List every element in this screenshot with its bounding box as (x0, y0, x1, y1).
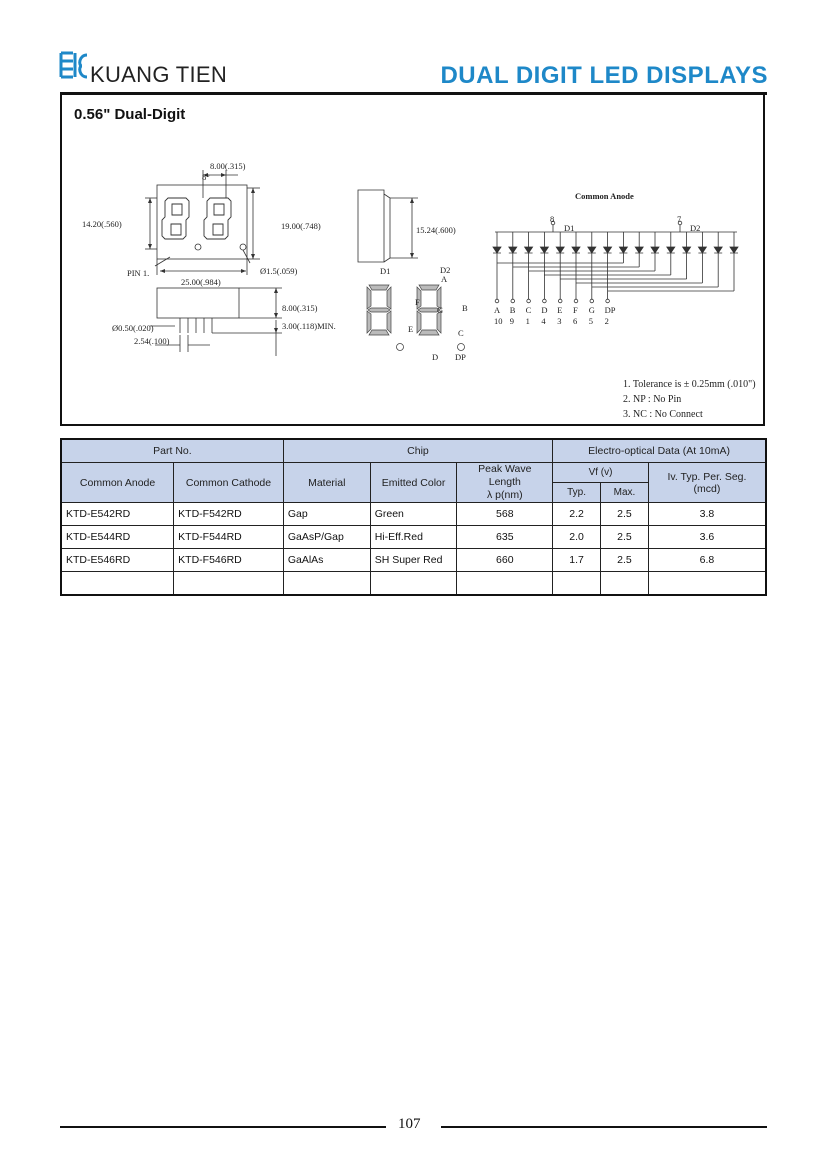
section-title: 0.56" Dual-Digit (74, 106, 186, 123)
cell-max: 2.5 (601, 503, 649, 526)
table-row (61, 503, 766, 526)
segment-label: F (573, 305, 578, 315)
dim-pitch: 2.54(.100) (134, 336, 170, 346)
diode-symbol (604, 232, 612, 291)
cell-anode: KTD-E544RD (61, 526, 174, 549)
dim-top-width: 8.00(.315) (210, 161, 246, 171)
table-row (61, 549, 766, 572)
pin-label: 10 (494, 316, 503, 326)
cell-anode: KTD-E542RD (61, 503, 174, 526)
diode-symbol (651, 232, 659, 271)
dim-width: 25.00(.984) (181, 277, 221, 287)
cell-cathode: KTD-F542RD (174, 503, 284, 526)
cell-empty (648, 572, 766, 596)
dim-pin-diameter: Ø0.50(.020) (112, 323, 154, 333)
table-row (61, 526, 766, 549)
diode-symbol (714, 232, 722, 287)
pin-terminal (511, 299, 515, 303)
anode-pin-d1: 8 (550, 214, 555, 224)
digit-label-d2: D2 (690, 223, 701, 233)
cell-cathode: KTD-F546RD (174, 549, 284, 572)
pin-label: 5 (588, 316, 594, 326)
dim-pin-min: 3.00(.118)MIN. (282, 321, 336, 331)
segment-label: B (509, 305, 516, 315)
cell-iv: 3.8 (648, 503, 766, 526)
diode-symbol (619, 232, 627, 263)
header-common-cathode: Common Cathode (174, 463, 284, 503)
circuit-diagram (485, 185, 760, 330)
diode-symbol (540, 232, 548, 275)
cell-empty (553, 572, 601, 596)
header-vf: Vf (v) (553, 463, 649, 483)
header-iv: Iv. Typ. Per. Seg. (mcd) (648, 463, 766, 503)
note-item: 2. NP : No Pin (623, 394, 682, 405)
cell-color: SH Super Red (370, 549, 457, 572)
note-item: 3. NC : No Connect (623, 409, 703, 420)
page-number: 107 (398, 1116, 421, 1132)
cell-material: GaAsP/Gap (283, 526, 370, 549)
dim-height-left: 14.20(.560) (82, 219, 122, 229)
label-d2: D2 (440, 265, 451, 275)
cell-empty (601, 572, 649, 596)
diode-symbol (635, 232, 643, 267)
cell-wave: 568 (457, 503, 553, 526)
diode-symbol (667, 232, 675, 275)
segment-label-e: E (408, 324, 414, 334)
cell-color: Hi-Eff.Red (370, 526, 457, 549)
footer-rule-left (60, 1126, 386, 1128)
cell-max: 2.5 (601, 526, 649, 549)
cell-typ: 2.2 (553, 503, 601, 526)
dimension-drawing (60, 140, 360, 365)
diode-symbol (525, 232, 533, 271)
dim-angle: 8° (202, 172, 210, 182)
pin-terminal (558, 299, 562, 303)
pin-label: 6 (573, 316, 578, 326)
cell-material: Gap (283, 503, 370, 526)
segment-diagram (350, 180, 480, 365)
diode-symbol (509, 232, 517, 267)
diode-symbol (493, 232, 501, 263)
segment-label: A (494, 305, 501, 315)
diode-symbol (683, 232, 691, 279)
digit-label-d1: D1 (564, 223, 575, 233)
footer-rule-right (441, 1126, 767, 1128)
pin-label: 3 (557, 316, 562, 326)
segment-label: D (541, 305, 548, 315)
dim-pin-length: 8.00(.315) (282, 303, 318, 313)
cell-empty (370, 572, 457, 596)
segment-label: C (525, 305, 532, 315)
header-peak-wave (457, 463, 553, 503)
header-peak-wave-line1: Peak Wave Length (478, 463, 532, 488)
cell-cathode: KTD-F544RD (174, 526, 284, 549)
header-common-anode: Common Anode (61, 463, 174, 503)
cell-iv: 6.8 (648, 549, 766, 572)
brand-logo (59, 50, 89, 82)
segment-label-f: F (415, 297, 420, 307)
cell-material: GaAlAs (283, 549, 370, 572)
cell-empty (174, 572, 284, 596)
header-peak-wave-line2: λ p(nm) (487, 489, 523, 501)
segment-label-c: C (458, 328, 464, 338)
pin-terminal (606, 299, 610, 303)
cell-wave: 660 (457, 549, 553, 572)
pin-label: 4 (541, 316, 546, 326)
table-row-empty (61, 572, 766, 596)
header-vf-typ: Typ. (553, 483, 601, 503)
dim-height-right: 19.00(.748) (281, 221, 321, 231)
cell-typ: 1.7 (553, 549, 601, 572)
diode-symbol (698, 232, 706, 283)
cell-empty (61, 572, 174, 596)
group-header-chip: Chip (283, 439, 552, 463)
segment-label-b: B (462, 303, 468, 313)
circuit-title: Common Anode (575, 191, 634, 201)
segment-label: G (588, 305, 595, 315)
pin-terminal (543, 299, 547, 303)
dim-hole: Ø1.5(.059) (260, 266, 298, 276)
pin-label: 9 (509, 316, 515, 326)
header-emitted-color: Emitted Color (370, 463, 457, 503)
page-title: DUAL DIGIT LED DISPLAYS (440, 62, 768, 89)
segment-label-a: A (441, 274, 448, 284)
pin-terminal (590, 299, 594, 303)
spec-table (60, 438, 767, 596)
note-item: 1. Tolerance is ± 0.25mm (.010") (623, 379, 756, 390)
pin-label: 2 (604, 316, 609, 326)
cell-empty (283, 572, 370, 596)
cell-max: 2.5 (601, 549, 649, 572)
header-material: Material (283, 463, 370, 503)
diode-symbol (730, 232, 738, 291)
segment-label-d: D (432, 352, 439, 362)
segment-label: E (557, 305, 563, 315)
diode-symbol (556, 232, 564, 279)
notes (623, 377, 756, 422)
pin-terminal (495, 299, 499, 303)
header-vf-max: Max. (601, 483, 649, 503)
cell-iv: 3.6 (648, 526, 766, 549)
segment-label: DP (604, 305, 616, 315)
cell-empty (457, 572, 553, 596)
segment-label-dp: DP (455, 352, 466, 362)
cell-wave: 635 (457, 526, 553, 549)
brand-name: KUANG TIEN (90, 62, 228, 87)
cell-color: Green (370, 503, 457, 526)
dim-depth: 15.24(.600) (416, 225, 456, 235)
cell-anode: KTD-E546RD (61, 549, 174, 572)
label-d1: D1 (380, 266, 391, 276)
group-header-electro-optical: Electro-optical Data (At 10mA) (553, 439, 766, 463)
pin-label: 1 (525, 316, 530, 326)
pin-terminal (574, 299, 578, 303)
pin-terminal (527, 299, 531, 303)
dim-pin1: PIN 1. (127, 268, 150, 278)
group-header-part-no: Part No. (61, 439, 283, 463)
cell-typ: 2.0 (553, 526, 601, 549)
anode-pin-d2: 7 (677, 214, 682, 224)
segment-label-g: G (437, 305, 444, 315)
